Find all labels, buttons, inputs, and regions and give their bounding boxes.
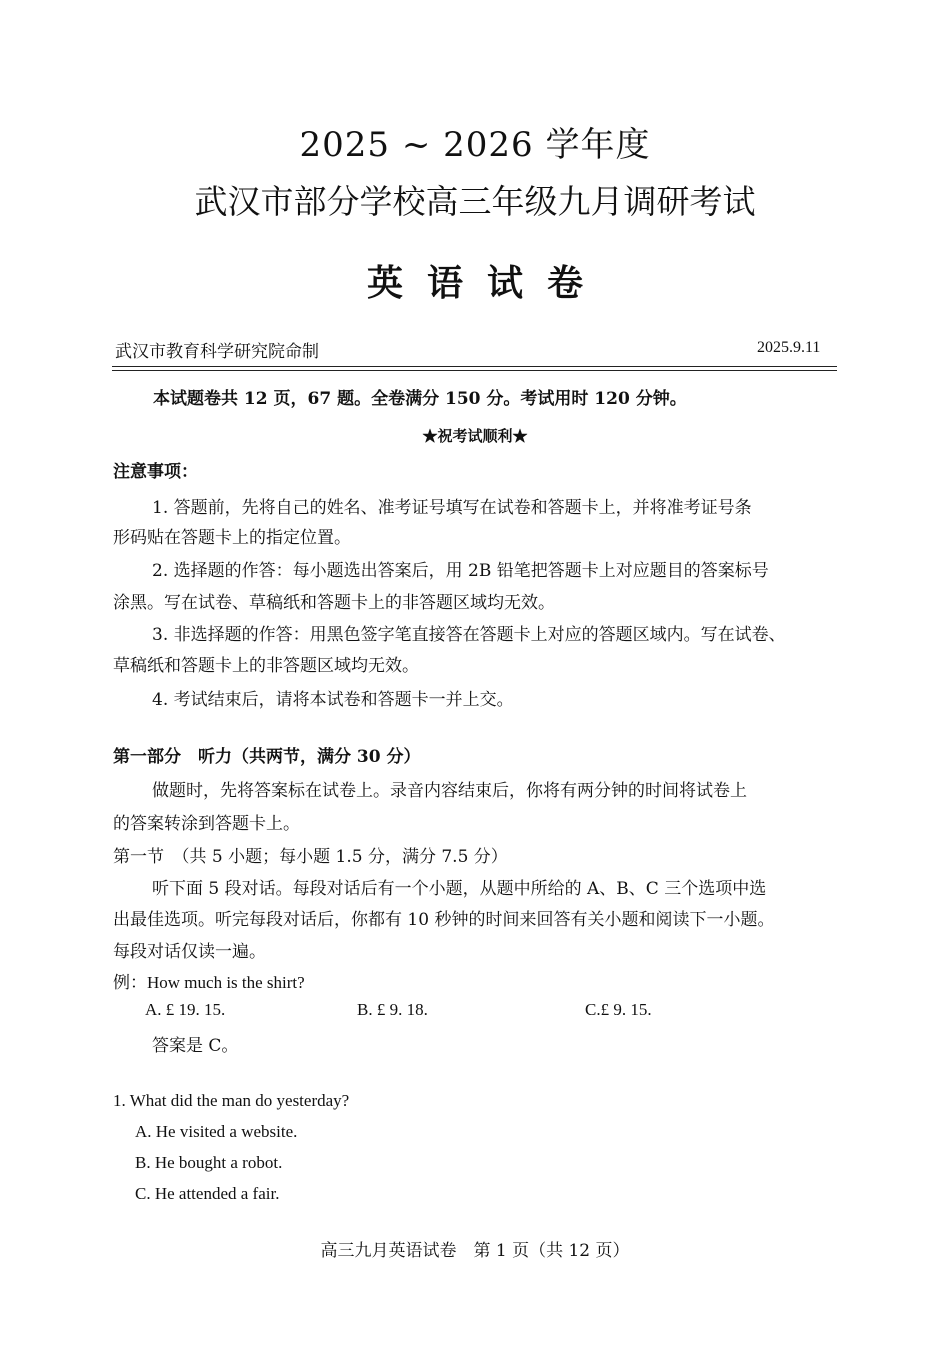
paper-title: 英语试卷 bbox=[366, 262, 607, 304]
academic-year-title: 2025 ~ 2026 学年度 bbox=[299, 125, 651, 165]
question-1: 1. What did the man do yesterday? bbox=[113, 1091, 350, 1110]
publisher: 武汉市教育科学研究院命制 bbox=[115, 342, 319, 362]
section1-heading: 第一节 （共 5 小题；每小题 1.5 分，满分 7.5 分） bbox=[113, 847, 508, 867]
note-3-line-2: 草稿纸和答题卡上的非答题区域均无效。 bbox=[113, 656, 419, 676]
note-4-line-1: 4. 考试结束后，请将本试卷和答题卡一并上交。 bbox=[152, 690, 514, 710]
note-1-line-2: 形码贴在答题卡上的指定位置。 bbox=[113, 528, 351, 548]
exam-summary: 本试题卷共 12 页，67 题。全卷满分 150 分。考试用时 120 分钟。 bbox=[153, 389, 687, 409]
good-luck-banner: ★祝考试顺利★ bbox=[422, 427, 528, 445]
note-1-line-1: 1. 答题前，先将自己的姓名、准考证号填写在试卷和答题卡上，并将准考证号条 bbox=[152, 498, 752, 518]
note-2-line-1: 2. 选择题的作答：每小题选出答案后，用 2B 铅笔把答题卡上对应题目的答案标号 bbox=[152, 561, 769, 581]
example-option-c: C.£ 9. 15. bbox=[585, 1000, 652, 1019]
question-1-option-a: A. He visited a website. bbox=[135, 1122, 298, 1141]
section1-directions-line-1: 听下面 5 段对话。每段对话后有一个小题，从题中所给的 A、B、C 三个选项中选 bbox=[152, 879, 767, 899]
example-option-b: B. £ 9. 18. bbox=[357, 1000, 428, 1019]
note-2-line-2: 涂黑。写在试卷、草稿纸和答题卡上的非答题区域均无效。 bbox=[113, 593, 555, 613]
question-1-option-b: B. He bought a robot. bbox=[135, 1153, 283, 1172]
exam-title: 武汉市部分学校高三年级九月调研考试 bbox=[194, 182, 756, 221]
part1-directions-line-2: 的答案转涂到答题卡上。 bbox=[113, 814, 300, 834]
example-answer: 答案是 C。 bbox=[152, 1036, 239, 1056]
question-1-option-c: C. He attended a fair. bbox=[135, 1184, 280, 1203]
notes-heading: 注意事项： bbox=[113, 462, 198, 482]
header-rule-bottom bbox=[112, 370, 837, 371]
header-rule-top bbox=[112, 366, 837, 367]
part1-directions-line-1: 做题时，先将答案标在试卷上。录音内容结束后，你将有两分钟的时间将试卷上 bbox=[152, 781, 747, 801]
section1-directions-line-2: 出最佳选项。听完每段对话后，你都有 10 秒钟的时间来回答有关小题和阅读下一小题。 bbox=[113, 910, 775, 930]
part1-heading: 第一部分 听力（共两节，满分 30 分） bbox=[113, 747, 421, 767]
section1-directions-line-3: 每段对话仅读一遍。 bbox=[113, 942, 266, 962]
example-option-a: A. £ 19. 15. bbox=[145, 1000, 226, 1019]
example-question: 例：How much is the shirt? bbox=[113, 973, 305, 992]
note-3-line-1: 3. 非选择题的作答：用黑色签字笔直接答在答题卡上对应的答题区域内。写在试卷、 bbox=[152, 625, 786, 645]
page-footer: 高三九月英语试卷 第 1 页（共 12 页） bbox=[320, 1241, 630, 1261]
exam-date: 2025.9.11 bbox=[757, 339, 821, 356]
